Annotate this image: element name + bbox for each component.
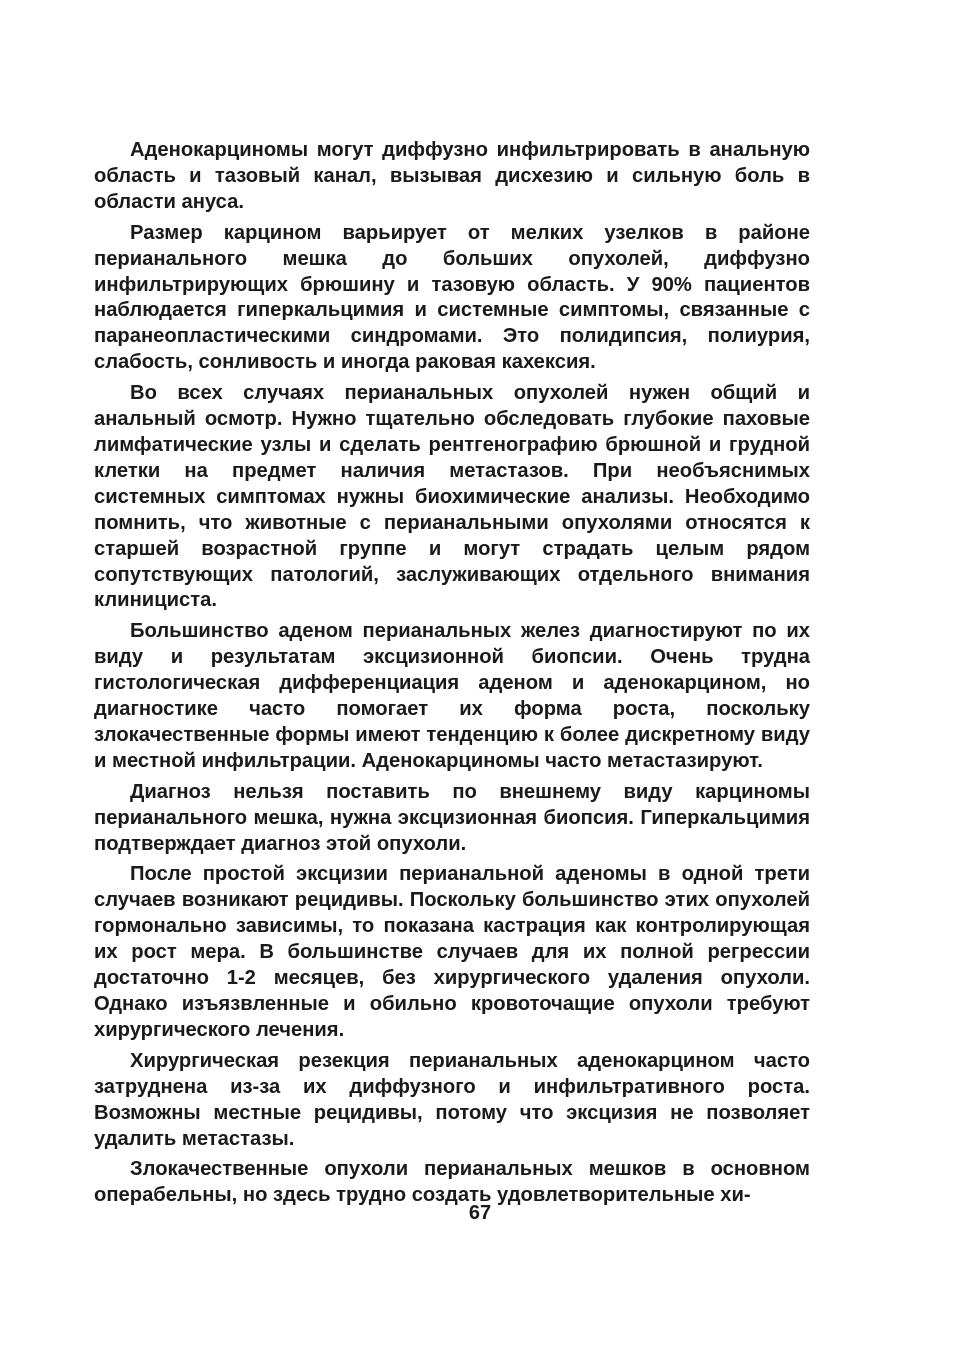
paragraph-4: Большинство аденом перианальных желез диагностируют по их виду и результатам эксцизионной биопсии. Очень трудна гистологическая дифференциация аденом и аденокарцином, но диагностике часто помогает их форма роста, поскольку злокачественные формы имеют тенденцию к более дискретному виду и местной инфильтрации. Аденокарциномы часто метастазируют. xyxy=(94,620,810,772)
paragraph-3: Во всех случаях перианальных опухолей нужен общий и анальный осмотр. Нужно тщательно обследовать глубокие паховые лимфатические узлы и сделать рентгенографию брюшной и грудной клетки на предмет наличия метастазов. При необъяснимых системных симптомах нужны биохимические анализы. Необходимо помнить, что животные с перианальными опухолями относятся к старшей возрастной группе и могут страдать целым рядом сопутствующих патологий, заслуживающих отдельного внимания клинициста. xyxy=(94,382,810,612)
paragraph-5: Диагноз нельзя поставить по внешнему виду карциномы перианального мешка, нужна эксцизионная биопсия. Гиперкальцимия подтверждает диагноз этой опухоли. xyxy=(94,780,810,855)
paragraph-1: Аденокарциномы могут диффузно инфильтрировать в анальную область и тазовый канал, вызывая дисхезию и сильную боль в области ануса. xyxy=(94,139,810,213)
body-text xyxy=(94,138,810,1214)
paragraph-2: Размер карцином варьирует от мелких узелков в районе перианального мешка до больших опухолей, диффузно инфильтрирующих брюшину и тазовую область. У 90% пациентов наблюдается гиперкальцимия и системные симптомы, связанные с паранеопластическими синдромами. Это полидипсия, полиурия, слабость, сонливость и иногда раковая кахексия. xyxy=(94,221,810,374)
paragraph-8: Злокачественные опухоли перианальных мешков в основном операбельны, но здесь трудно создать удовлетворительные хи- xyxy=(94,1158,810,1207)
paragraph-7: Хирургическая резекция перианальных аденокарцином часто затруднена из-за их диффузного и инфильтративного роста. Возможны местные рецидивы, потому что эксцизия не позволяет удалить метастазы. xyxy=(94,1049,810,1150)
paragraph-6: После простой эксцизии перианальной аденомы в одной трети случаев возникают рецидивы. Поскольку большинство этих опухолей гормонально зависимы, то показана кастрация как контролирующая их рост мера. В большинстве случаев для их полной регрессии достаточно 1-2 месяцев, без хирургического удаления опухоли. Однако изъязвленные и обильно кровоточащие опухоли требуют хирургического лечения. xyxy=(94,863,810,1041)
page-number: 67 xyxy=(468,1202,492,1224)
